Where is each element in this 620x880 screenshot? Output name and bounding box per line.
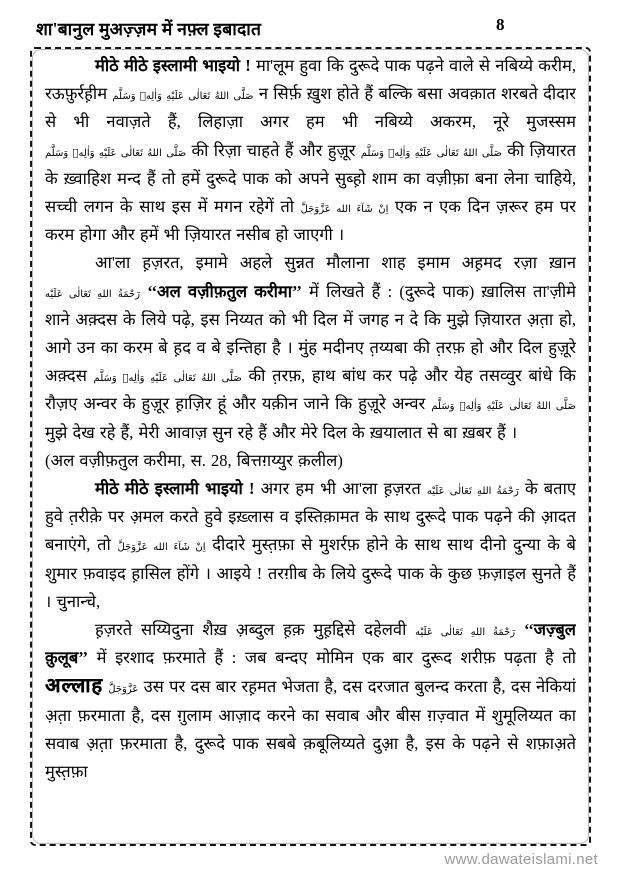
- paragraph-2: [45, 249, 576, 446]
- text-run: उस पर दस बार रह़मत भेजता है, दस दरजात बुलन्द करता है, दस नेकियां अ़त़ा फ़रमाता है, दस ग़ुलाम आज़ाद करने का सवाब और बीस ग़ज़्वात में शुमूलिय्यत का सवाब अ़त़ा फ़रमाता है, दुरूदे पाक सबबे क़बूलिय्यते दुआ़ है, इस के पढ़ने से शफ़ाअ़ते मुस्त़फ़ा: [45, 677, 576, 782]
- citation-line: [45, 447, 576, 475]
- arabic-honorific: رَحْمَةُ اللهِ تَعَالٰى عَلَيْه: [415, 627, 516, 639]
- page-title: शा'बानुल मुअज़्ज़म में नफ़्ल इबादात: [36, 19, 262, 39]
- paragraph-4: [45, 616, 576, 786]
- arabic-honorific: عَزَّوَجَلَّ: [108, 684, 139, 696]
- text-run: की ज़ियारत के ख़्वाहिश मन्द हैं तो हमें दुरूदे पाक को अपने सुब्ह़ो शाम का वज़ीफ़ा बना लेना चाहिये, सच्ची लगन के साथ इस में मगन रहेगें तो: [45, 140, 576, 217]
- text-run: की रिज़ा चाहते हैं और हुज़ूर: [186, 140, 361, 160]
- allah-word: अल्लाह: [45, 675, 103, 698]
- arabic-honorific: صَلَّى اللهُ تَعَالٰى عَلَيْهِ وَاٰلِهٖ وَسَلَّم: [45, 147, 187, 159]
- page-frame: [30, 47, 591, 846]
- arabic-honorific: صَلَّى اللهُ تَعَالٰى عَلَيْهِ وَاٰلِهٖ وَسَلَّم: [360, 147, 502, 159]
- bold-text-run: ‘‘अल वज़ीफ़तुल करीमा’’: [147, 281, 302, 301]
- bold-text-run: मीठे मीठे इस्लामी भाइयो !: [95, 479, 255, 499]
- text-run: एक न एक दिन ज़रूर हम पर करम होगा और हमें भी ज़ियारत नसीब हो जाएगी ।: [45, 197, 576, 245]
- text-run: दीदारे मुस्त़फ़ा से मुशर्रफ़ होने के साथ साथ दीनो दुन्या के बे शुमार फ़वाइद ह़ासिल होंगे । आइये ! तरग़ीब के लिये दुरूदे पाक के कुछ फ़ज़ाइल सुनते हैं । चुनान्चे,: [45, 535, 576, 611]
- paragraph-1: [45, 52, 576, 249]
- text-run: मुझे देख रहे हैं, मेरी आवाज़ सुन रहे हैं और मेरे दिल के ख़यालात से बा ख़बर हैं ।: [45, 422, 518, 442]
- text-run: आ'ला ह़ज़रत, इमामे अहले सुन्नत मौलाना शाह इमाम अह़मद रज़ा ख़ान: [95, 253, 576, 273]
- text-run: ह़ज़रते सय्यिदुना शैख़ अ़ब्दुल ह़क़ मुह़द्दिसे दहेलवी: [95, 620, 416, 640]
- bold-text-run: मीठे मीठे इस्लामी भाइयो !: [95, 56, 251, 75]
- body-text: [45, 52, 576, 841]
- arabic-honorific: اِنْ شَآءَ الله عَزَّوَجَلَّ: [300, 204, 389, 216]
- website-url: www.dawateislami.net: [444, 851, 598, 868]
- text-run: में इरशाद फ़रमाते हैं : जब बन्दए मोमिन एक बार दुरूद शरीफ़ पढ़ता है तो: [88, 648, 576, 668]
- text-run: न सिर्फ़ ख़ुश होते हैं बल्कि बसा अवक़ात शरबते दीदार से भी नवाज़ते हैं, लिहाज़ा अगर हम भी नबिय्ये अकरम, नूरे मुजस्सम: [45, 84, 576, 132]
- arabic-honorific: اِنْ شَآءَ الله عَزَّوَجَلَّ: [117, 542, 206, 554]
- page-number: 8: [496, 15, 505, 34]
- bold-text-run: ‘‘जज़्बुल क़ुलूब’’: [45, 620, 576, 668]
- arabic-honorific: رَحْمَةُ اللهِ تَعَالٰى عَلَيْه: [45, 288, 141, 300]
- text-run: अगर हम भी आ'ला ह़ज़रत: [254, 479, 427, 499]
- text-run: में लिखते हैं : (दुरूदे पाक) ख़ालिस ता'ज़ीमे शाने अक़्दस के लिये पढ़े, इस निय्यत को भी दिल में जगह न दे कि मुझे ज़ियारत अ़त़ा हो, आगे उन का करम बे ह़द व बे इन्तिहा है । मुंह मदीनए त़य्यबा की त़रफ़ हो और दिल हुज़ूरे अक़्दस: [45, 281, 576, 386]
- text-run: के बताए हुवे त़रीक़े पर अ़मल करते हुवे इख़्लास व इस्तिक़ामत के साथ दुरूदे पाक पढ़ने की आ़दत बनाएंगे, तो: [45, 479, 576, 555]
- text-run: मा'लूम हुवा कि दुरूदे पाक पढ़ने वाले से नबिय्ये करीम, रऊफ़ुर्रह़ीम: [45, 56, 576, 104]
- paragraph-3: [45, 475, 576, 616]
- text-run: (अल वज़ीफ़तुल करीमा, स. 28, बित्तग़य्युर क़लील): [45, 450, 343, 470]
- arabic-honorific: صَلَّى اللهُ تَعَالٰى عَلَيْهِ وَاٰلِهٖ وَسَلَّم: [93, 373, 242, 385]
- arabic-honorific: رَحْمَةُ اللهِ تَعَالٰى عَلَيْه: [426, 486, 519, 498]
- arabic-honorific: صَلَّى اللهُ تَعَالٰى عَلَيْهِ وَاٰلِهٖ وَسَلَّم: [112, 91, 254, 103]
- text-run: [515, 620, 524, 639]
- text-run: की त़रफ़, हाथ बांध कर पढ़े और येह तसव्वुर बांधे कि रौज़ए अन्वर के हुज़ूर ह़ाज़िर हूं और यक़ीन जाने कि हुज़ूरे अन्वर: [45, 366, 576, 414]
- arabic-honorific: صَلَّى اللهُ تَعَالٰى عَلَيْهِ وَاٰلِهٖ وَسَلَّم: [431, 401, 576, 413]
